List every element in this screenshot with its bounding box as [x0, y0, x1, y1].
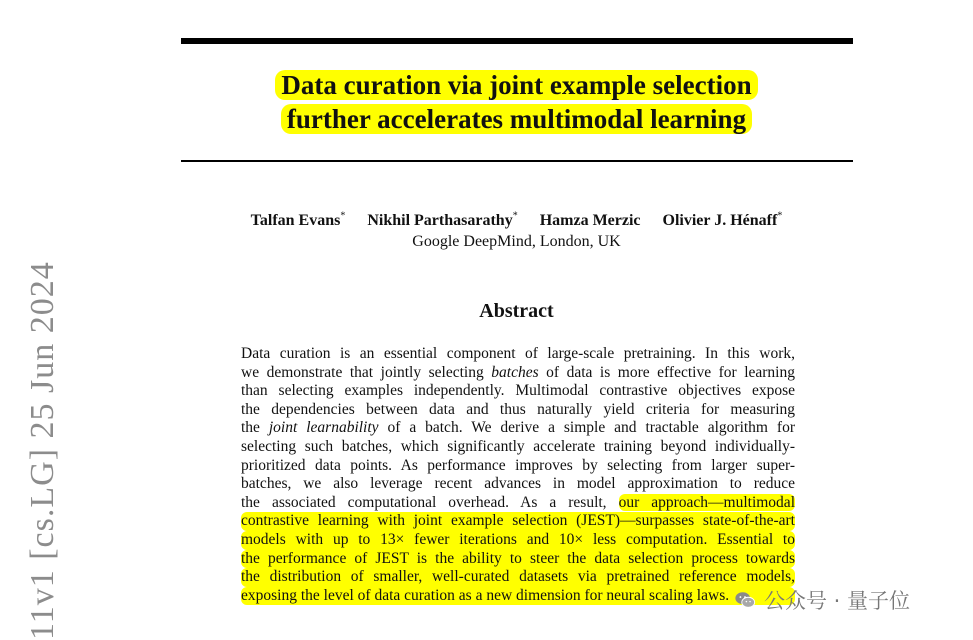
abstract-line: the associated computational overhead. As a result, our approach—multimodal: [241, 493, 795, 511]
title-bottom-rule: [181, 160, 853, 162]
highlighted-line: exposing the level of data curation as a new dimension for neural scaling laws.: [241, 587, 795, 606]
highlighted-line: the performance of JEST is the ability to steer the data selection process towards: [241, 549, 795, 567]
abstract-line: than selecting examples independently. Multimodal contrastive objectives expose: [241, 382, 795, 400]
abstract-line: batches, we also leverage recent advances in model approximation to reduce: [241, 475, 795, 493]
author: Hamza Merzic: [539, 212, 641, 230]
highlighted-line: the distribution of smaller, well-curated datasets via pretrained reference models,: [241, 568, 795, 586]
author: Talfan Evans*: [250, 211, 346, 230]
abstract-line: Data curation is an essential component of large-scale pretraining. In this work,: [241, 345, 795, 362]
abstract-line: the joint learnability of a batch. We derive a simple and tractable algorithm for: [241, 419, 795, 437]
abstract-line: selecting such batches, which significantly accelerate training beyond individually-: [241, 437, 795, 455]
abstract-line: we demonstrate that jointly selecting batches of data is more effective for learning: [241, 363, 795, 381]
watermark: [734, 586, 910, 614]
title-line-2: further accelerates multimodal learning: [281, 104, 752, 134]
highlighted-line: models with up to 13× fewer iterations and 10× less computation. Essential to: [241, 530, 795, 548]
title-line-1: Data curation via joint example selection: [275, 70, 757, 100]
affiliation: Google DeepMind, London, UK: [412, 233, 621, 250]
author-list: [0, 207, 973, 231]
highlighted-line: contrastive learning with joint example selection (JEST)—surpasses state-of-the-art: [241, 512, 795, 530]
arxiv-stamp: 11v1 [cs.LG] 25 Jun 2024: [24, 261, 61, 640]
watermark-text: 公众号 · 量子位: [764, 589, 911, 613]
highlighted-text: our approach—multimodal: [618, 493, 795, 511]
abstract-line: prioritized data points. As performance improves by selecting from larger super-: [241, 456, 795, 474]
abstract-line: the dependencies between data and thus naturally yield criteria for measuring: [241, 400, 795, 418]
abstract-body: [241, 345, 795, 605]
author: Olivier J. Hénaff*: [662, 211, 783, 230]
abstract-heading: Abstract: [479, 300, 554, 322]
title-top-rule: [181, 38, 853, 44]
author: Nikhil Parthasarathy*: [367, 211, 518, 230]
wechat-icon: [734, 589, 756, 611]
paper-title: [0, 68, 973, 136]
